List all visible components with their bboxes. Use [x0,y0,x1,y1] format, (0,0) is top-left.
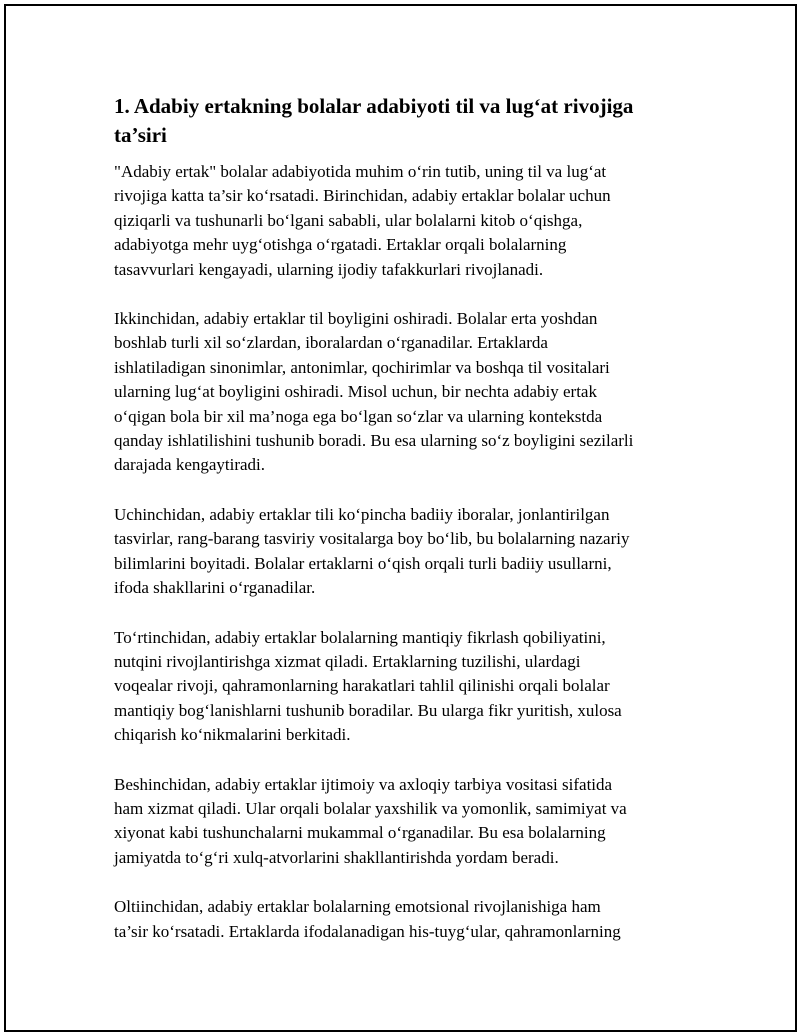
paragraph-line: voqealar rivoji, qahramonlarning harakatlari tahlil qilinishi orqali bolalar [114,676,610,696]
paragraph-line: boshlab turli xil so‘zlardan, iboralardan o‘rganadilar. Ertaklarda [114,333,548,353]
paragraph-line: qiziqarli va tushunarli bo‘lgani sababli, ular bolalarni kitob o‘qishga, [114,210,583,230]
paragraph-line: tasvirlar, rang-barang tasviriy vositalarga boy bo‘lib, bu bolalarning nazariy [114,529,630,549]
section-heading [114,92,684,150]
paragraph-line: rivojiga katta ta’sir ko‘rsatadi. Birinchidan, adabiy ertaklar bolalar uchun [114,186,611,206]
paragraph-1 [114,160,684,282]
paragraph-line: Ikkinchidan, adabiy ertaklar til boyligini oshiradi. Bolalar erta yoshdan [114,309,598,329]
paragraph-line: ham xizmat qiladi. Ular orqali bolalar yaxshilik va yomonlik, samimiyat va [114,798,627,818]
paragraph-line: jamiyatda to‘g‘ri xulq-atvorlarini shakllantirishda yordam beradi. [114,847,559,867]
paragraph-line: ishlatiladigan sinonimlar, antonimlar, qochirimlar va boshqa til vositalari [114,357,610,377]
paragraph-line: Beshinchidan, adabiy ertaklar ijtimoiy va axloqiy tarbiya vositasi sifatida [114,774,613,794]
paragraph-5 [114,773,684,871]
paragraph-line: nutqini rivojlantirishga xizmat qiladi. Ertaklarning tuzilishi, ulardagi [114,651,581,671]
paragraph-line: Oltiinchidan, adabiy ertaklar bolalarning emotsional rivojlanishiga ham [114,897,601,917]
paragraph-line: bilimlarini boyitadi. Bolalar ertaklarni o‘qish orqali turli badiiy usullarni, [114,553,612,573]
paragraph-line: o‘qigan bola bir xil ma’noga ega bo‘lgan so‘zlar va ularning kontekstda [114,406,603,426]
paragraph-line: qanday ishlatilishini tushunib boradi. Bu esa ularning so‘z boyligini sezilarli [114,431,634,451]
paragraph-line: ifoda shakllarini o‘rganadilar. [114,578,316,598]
paragraph-line: Uchinchidan, adabiy ertaklar tili ko‘pincha badiiy iboralar, jonlantirilgan [114,504,610,524]
paragraph-3 [114,503,684,601]
paragraph-line: ularning lug‘at boyligini oshiradi. Misol uchun, bir nechta adabiy ertak [114,382,597,402]
paragraph-line: chiqarish ko‘nikmalarini berkitadi. [114,725,351,745]
paragraph-line: tasavvurlari kengayadi, ularning ijodiy tafakkurlari rivojlanadi. [114,259,544,279]
paragraph-line: "Adabiy ertak" bolalar adabiyotida muhim o‘rin tutib, uning til va lug‘at [114,162,607,181]
heading-line: 1. Adabiy ertakning bolalar adabiyoti til va lug‘at rivojiga [114,94,634,118]
paragraph-line: xiyonat kabi tushunchalarni mukammal o‘rganadilar. Bu esa bolalarning [114,823,606,843]
paragraph-line: adabiyotga mehr uyg‘otishga o‘rgatadi. Ertaklar orqali bolalarning [114,235,567,255]
paragraph-line: ta’sir ko‘rsatadi. Ertaklarda ifodalanadigan his-tuyg‘ular, qahramonlarning [114,921,621,941]
paragraph-4 [114,626,684,748]
heading-line: ta’siri [114,123,167,147]
document-body [114,92,684,969]
paragraph-6 [114,895,684,944]
paragraph-2 [114,307,684,478]
paragraph-line: mantiqiy bog‘lanishlarni tushunib boradilar. Bu ularga fikr yuritish, xulosa [114,700,622,720]
paragraph-line: To‘rtinchidan, adabiy ertaklar bolalarning mantiqiy fikrlash qobiliyatini, [114,627,606,647]
paragraph-line: darajada kengaytiradi. [114,455,266,475]
